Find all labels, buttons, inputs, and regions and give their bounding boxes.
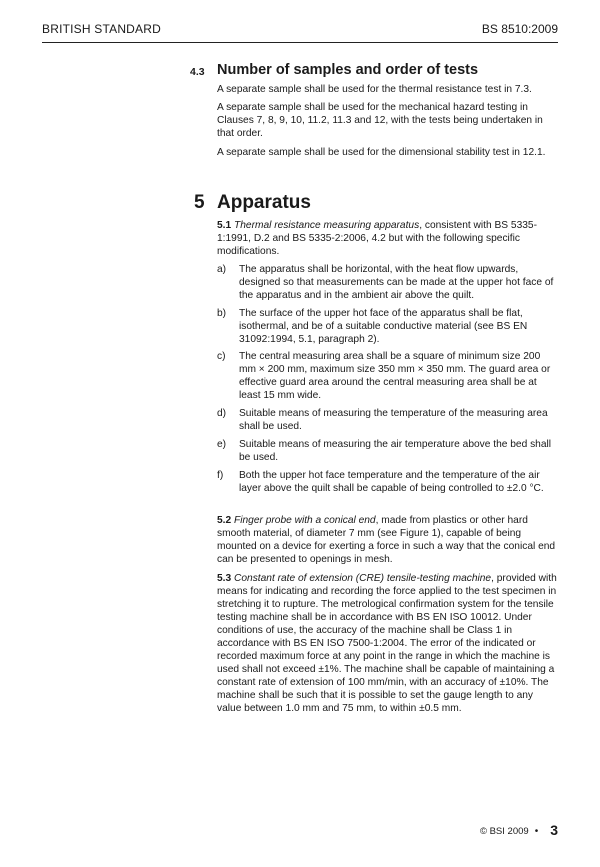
section-4-3-para-1: A separate sample shall be used for the thermal resistance test in 7.3.: [217, 84, 532, 95]
clause-5-1-text: , consistent with BS 5335-1:1991, D.2 and BS 5335-2:2006, 4.2 but with the following specific modifications.: [217, 220, 537, 257]
clause-5-1-title: Thermal resistance measuring apparatus: [234, 220, 420, 231]
page-number: 3: [550, 822, 558, 838]
list-item-label: c): [217, 351, 226, 362]
list-item-b: [217, 307, 557, 346]
list-item-e: [217, 438, 557, 464]
section-5-number: 5: [194, 192, 205, 213]
list-item-label: b): [217, 308, 227, 319]
clause-5-1: [217, 219, 557, 258]
clause-5-3-title: Constant rate of extension (CRE) tensile-testing machine: [234, 573, 492, 584]
list-item-text: Both the upper hot face temperature and the temperature of the air layer above the quilt shall be capable of being controlled to ±2.0 °C.: [239, 470, 544, 494]
clause-5-2-text: , made from plastics or other hard smooth material, of diameter 7 mm (see Figure 1), capable of being mounted on a device for exerting a force in such a way that the conical end can be presented to openings in mesh.: [217, 515, 556, 565]
header-rule: [42, 42, 558, 43]
list-item-text: Suitable means of measuring the temperature of the measuring area shall be used.: [239, 408, 548, 432]
section-5-title: Apparatus: [217, 192, 311, 213]
list-item-text: The surface of the upper hot face of the apparatus shall be flat, isothermal, and be of a suitable conductive material (see BS EN 31092:1994, 5.1, paragraph 2).: [239, 308, 528, 345]
list-item-d: [217, 407, 557, 433]
header-right: BS 8510:2009: [481, 22, 558, 36]
section-4-3-para-3: A separate sample shall be used for the dimensional stability test in 12.1.: [217, 147, 546, 158]
list-item-a: [217, 263, 557, 302]
list-item-label: f): [217, 470, 224, 481]
clause-5-2-number: 5.2: [217, 515, 232, 526]
section-4-3-para-2: A separate sample shall be used for the mechanical hazard testing in Clauses 7, 8, 9, 10, 11.2, 11.3 and 12, with the tests being undertaken in that order.: [217, 102, 543, 139]
list-item-label: d): [217, 408, 227, 419]
header-left: BRITISH STANDARD: [42, 22, 161, 36]
clause-5-3-text: , provided with means for indicating and recording the force applied to the test specimen in stretching it to rupture. The metrological confirmation system for the tensile testing machine shall be in accordance with BS EN ISO 10012. Under conditions of use, the accuracy of the machine shall be Class 1 in accordance with BS EN ISO 7500-1:2004. The error of the indicated or recorded maximum force at any point in the range in which the machine is used shall not exceed ±1%. The machine shall be capable of maintaining a constant rate of extension of 100 mm/min, with an accuracy of ±10%. The machine shall be such that it is possible to set the gauge length to any value between 1.0 mm and 75 mm, to within ±0.5 mm.: [217, 573, 557, 714]
footer: [480, 822, 558, 838]
list-item-text: The apparatus shall be horizontal, with the heat flow upwards, designed so that measurements can be made at the upper hot face of the apparatus and in the ambient air above the quilt.: [239, 264, 554, 301]
list-item-text: Suitable means of measuring the air temperature above the bed shall be used.: [239, 439, 552, 463]
footer-copyright: © BSI 2009: [479, 826, 529, 837]
list-item-text: The central measuring area shall be a square of minimum size 200 mm × 200 mm, maximum size 350 mm × 350 mm. The guard area or effective guard area around the central measuring area shall be at least 15 mm wide.: [239, 351, 551, 401]
clause-5-2: [217, 514, 557, 566]
list-item-label: e): [217, 439, 227, 450]
list-item-label: a): [217, 264, 227, 275]
list-item-f: [217, 469, 557, 495]
clause-5-2-title: Finger probe with a conical end: [234, 515, 376, 526]
clause-5-3-number: 5.3: [217, 573, 232, 584]
clause-5-1-number: 5.1: [217, 220, 232, 231]
section-4-3-number: 4.3: [190, 66, 205, 78]
clause-5-3: [217, 572, 557, 715]
list-item-c: [217, 350, 557, 402]
footer-separator: •: [534, 826, 539, 837]
section-4-3-title: Number of samples and order of tests: [217, 62, 479, 78]
